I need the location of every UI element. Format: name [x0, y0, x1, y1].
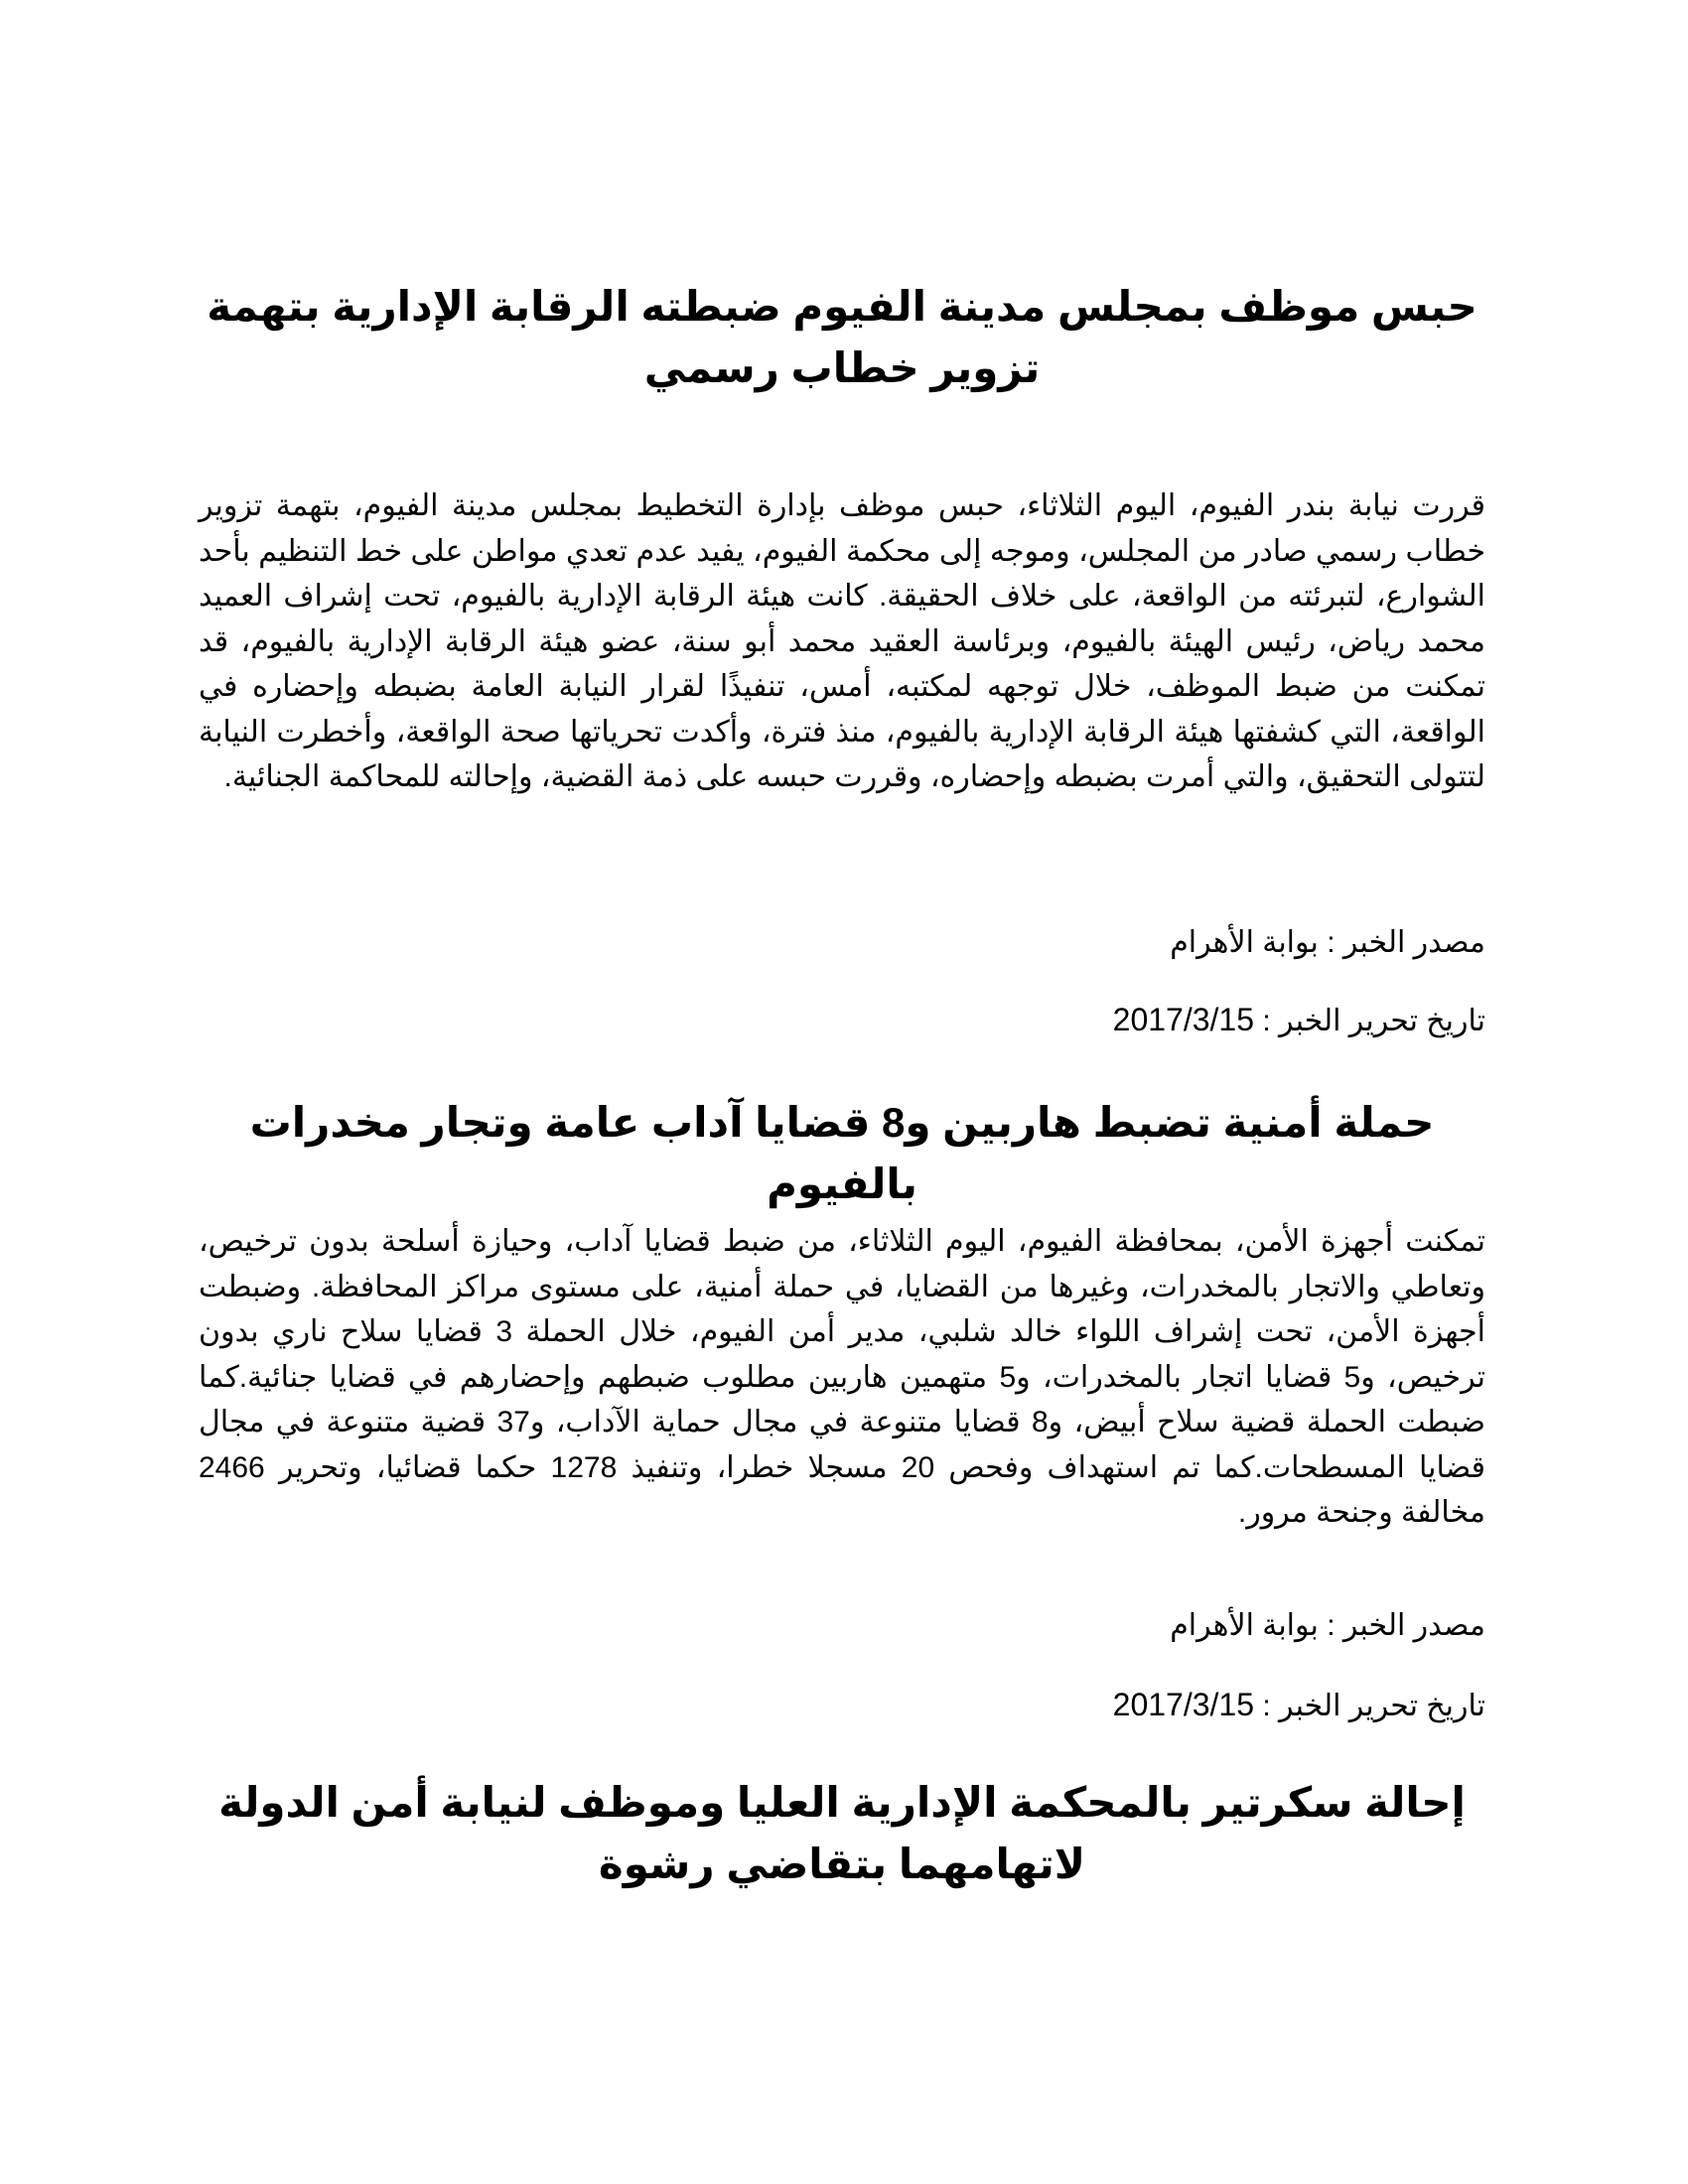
article-1-body: قررت نيابة بندر الفيوم، اليوم الثلاثاء، حبس موظف بإدارة التخطيط بمجلس مدينة الفيوم، بتهمة تزوير خطاب رسمي صادر من المجلس، وموجه إلى محكمة الفيوم، يفيد عدم تعدي مواطن على خط التنظيم بأحد الشوارع، لتبرئته من الواقعة، على خلاف الحقيقة. كانت هيئة الرقابة الإدارية بالفيوم، تحت إشراف العميد محمد رياض، رئيس الهيئة بالفيوم، وبرئاسة العقيد محمد أبو سنة، عضو هيئة الرقابة الإدارية بالفيوم، قد تمكنت من ضبط الموظف، خلال توجهه لمكتبه، أمس، تنفيذًا لقرار النيابة العامة بضبطه وإحضاره في الواقعة، التي كشفتها هيئة الرقابة الإدارية بالفيوم، منذ فترة، وأكدت تحرياتها صحة الواقعة، وأخطرت النيابة لتتولى التحقيق، والتي أمرت بضبطه وإحضاره، وقررت حبسه على ذمة القضية، وإحالته للمحاكمة الجنائية. — [199, 489, 1485, 793]
article-1-date — [199, 1000, 1485, 1041]
article-1-source-label: مصدر الخبر : — [1327, 926, 1485, 959]
article-1-title: حبس موظف بمجلس مدينة الفيوم ضبطته الرقابة الإدارية بتهمة تزوير خطاب رسمي — [207, 283, 1477, 391]
document-page — [199, 0, 1485, 2184]
article-1-date-label: تاريخ تحرير الخبر : — [1262, 1005, 1485, 1037]
article-2-source-label: مصدر الخبر : — [1327, 1609, 1485, 1642]
article-2-date-label: تاريخ تحرير الخبر : — [1262, 1690, 1485, 1722]
article-2-title: حملة أمنية تضبط هاربين و8 قضايا آداب عامة وتجار مخدرات بالفيوم — [249, 1099, 1435, 1207]
article-1-date-value: 2017/3/15 — [1112, 1002, 1254, 1037]
article-2-source-value: بوابة الأهرام — [1170, 1609, 1319, 1642]
article-2-date — [199, 1685, 1485, 1726]
article-1-source-value: بوابة الأهرام — [1170, 926, 1319, 959]
article-2-source — [199, 1606, 1485, 1646]
article-1-source — [199, 923, 1485, 963]
article-2-date-value: 2017/3/15 — [1112, 1687, 1254, 1722]
article-3-title: إحالة سكرتير بالمحكمة الإدارية العليا وموظف لنيابة أمن الدولة لاتهامهما بتقاضي رشوة — [218, 1779, 1466, 1887]
article-2-body: تمكنت أجهزة الأمن، بمحافظة الفيوم، اليوم الثلاثاء، من ضبط قضايا آداب، وحيازة أسلحة بدون ترخيص، وتعاطي والاتجار بالمخدرات، وغيرها من القضايا، في حملة أمنية، على مستوى مراكز المحافظة. وضبطت أجهزة الأمن، تحت إشراف اللواء خالد شلبي، مدير أمن الفيوم، خلال الحملة 3 قضايا سلاح ناري بدون ترخيص، و5 قضايا اتجار بالمخدرات، و5 متهمين هاربين مطلوب ضبطهم وإحضارهم في قضايا جنائية.كما ضبطت الحملة قضية سلاح أبيض، و8 قضايا متنوعة في مجال حماية الآداب، و37 قضية متنوعة في مجال قضايا المسطحات.كما تم استهداف وفحص 20 مسجلا خطرا، وتنفيذ 1278 حكما قضائيا، وتحرير 2466 مخالفة وجنحة مرور. — [199, 1225, 1486, 1529]
